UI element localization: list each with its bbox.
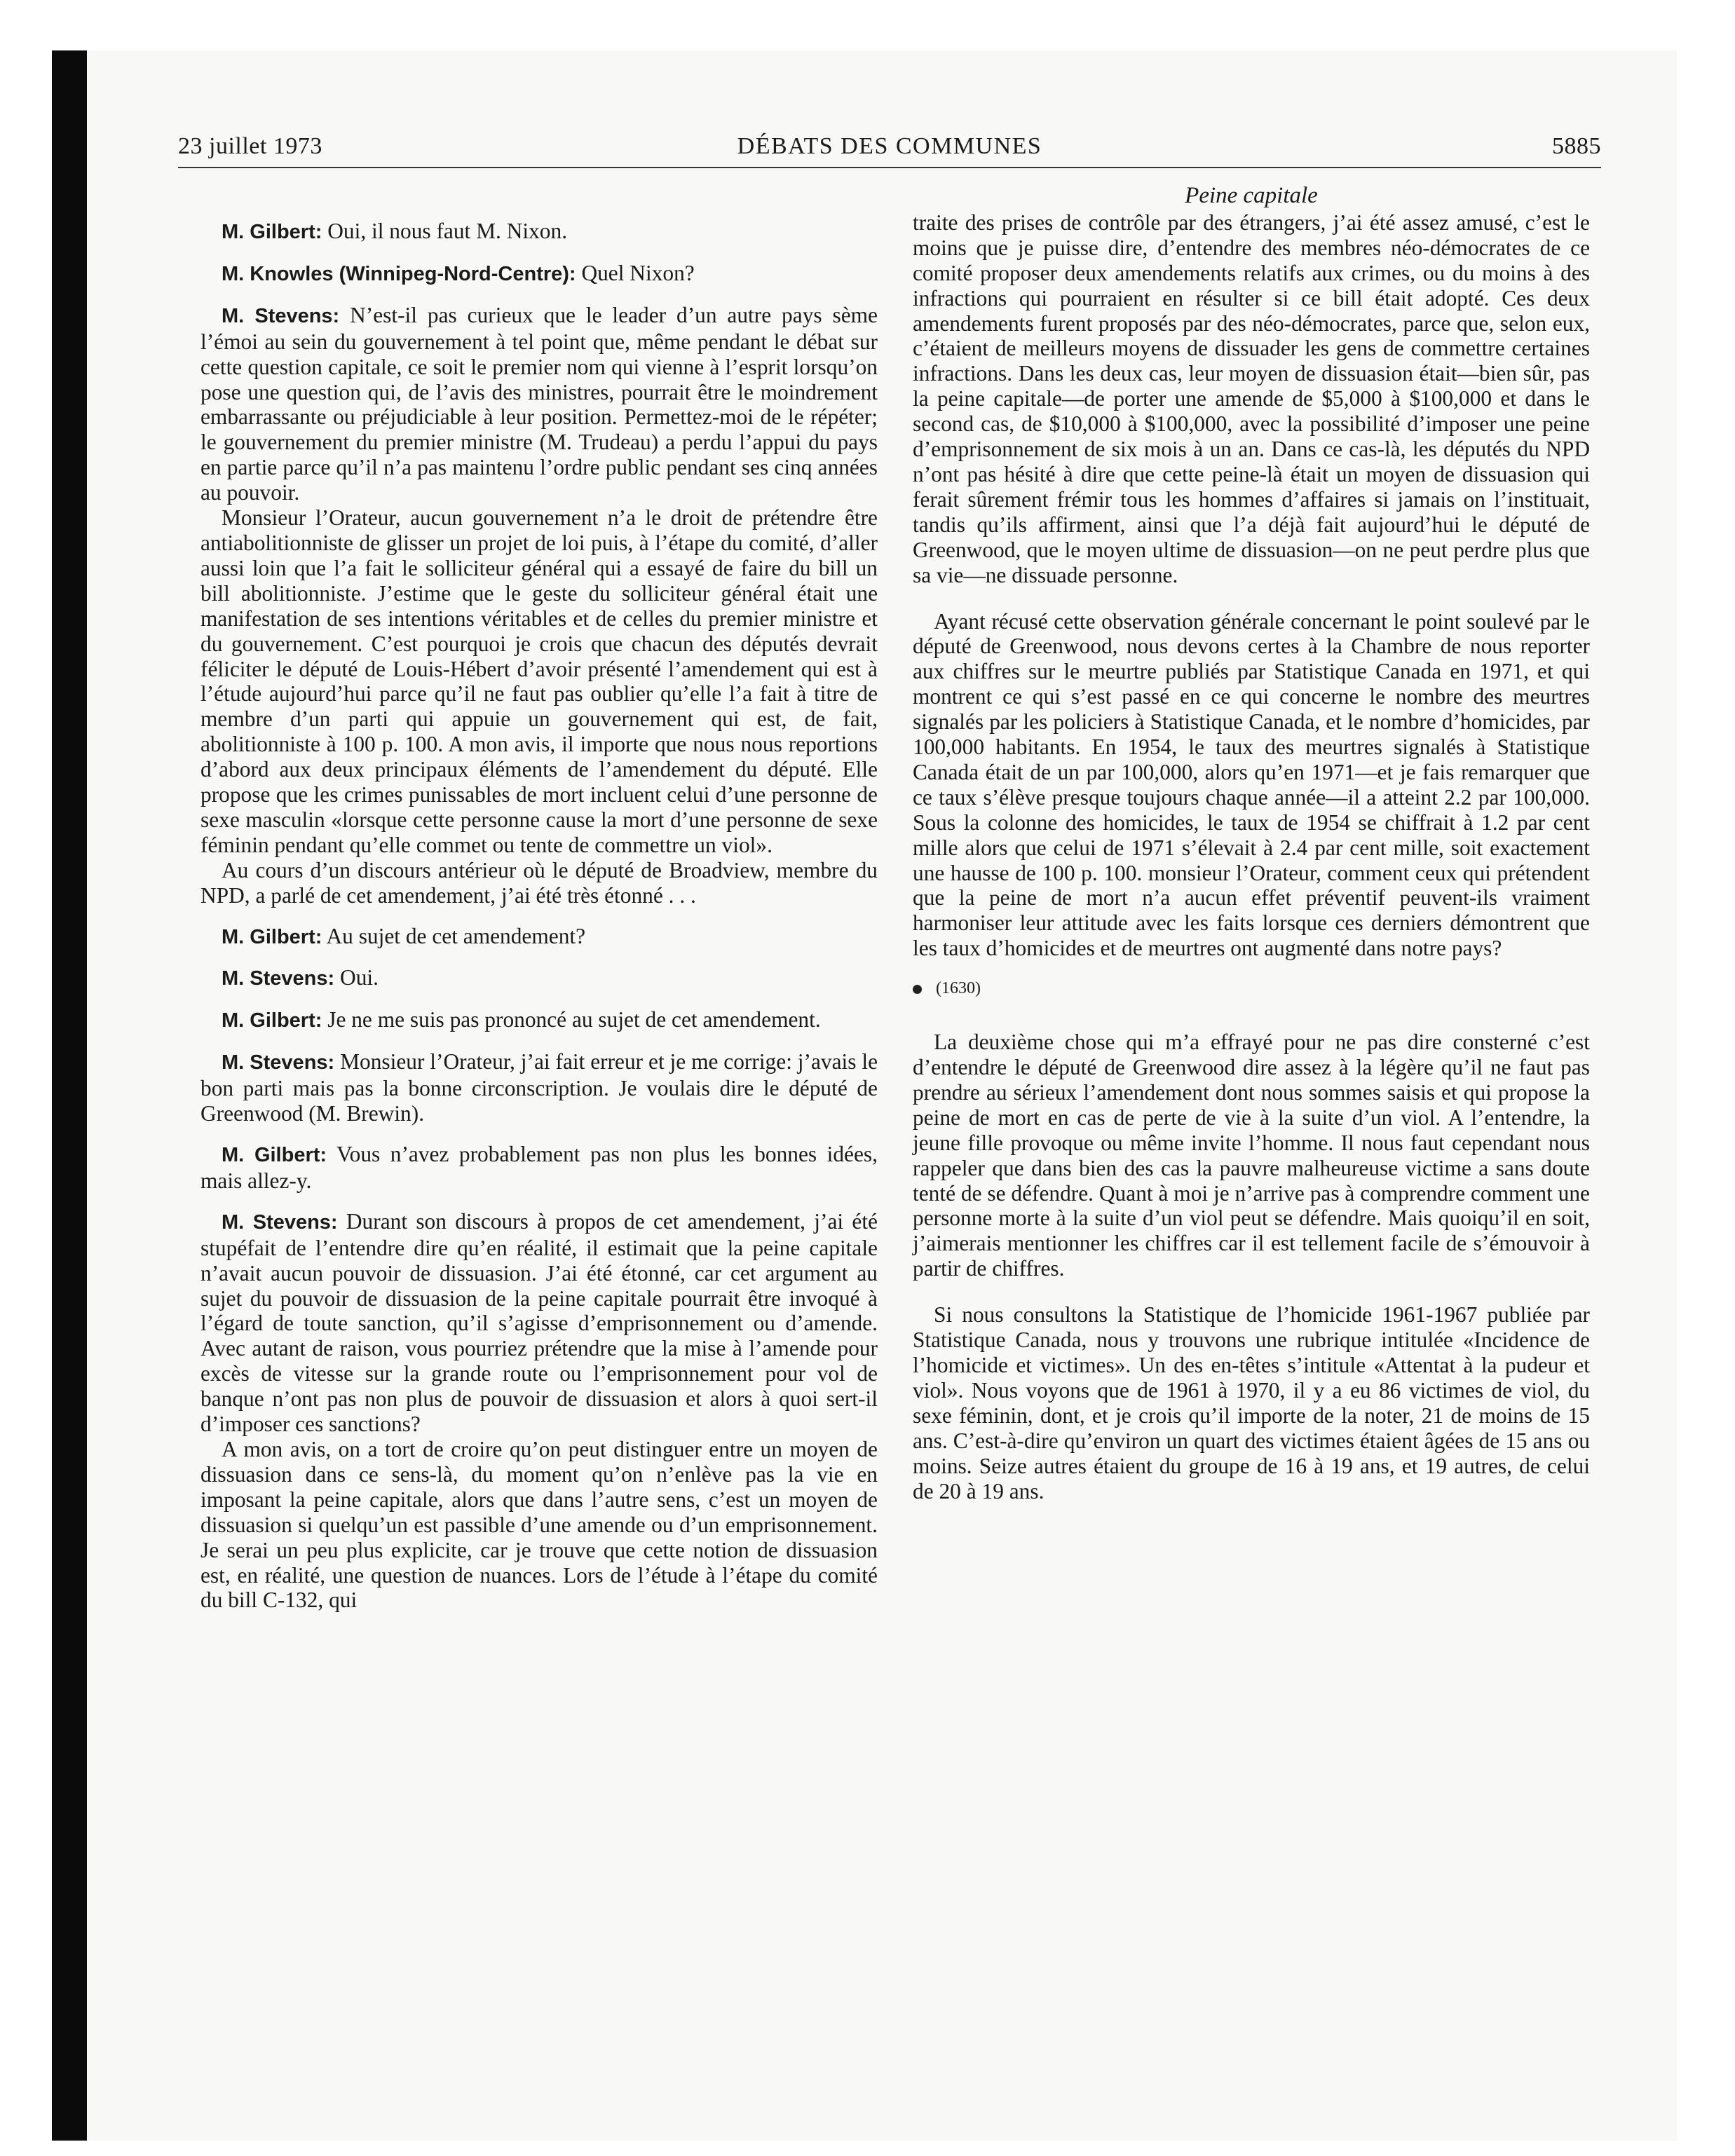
speaker-name: M. Gilbert:	[222, 1144, 327, 1166]
speech-text: Au cours d’un discours antérieur où le député de Broadview, membre du NPD, a parlé de cet amendement, j’ai été très étonné . . .	[200, 857, 878, 908]
speech-paragraph	[200, 219, 878, 245]
running-title: Peine capitale	[1185, 183, 1318, 208]
speaker-name: M. Stevens:	[222, 967, 335, 990]
speech-text: Oui, il nous faut M. Nixon.	[322, 219, 568, 243]
speech-text: Quel Nixon?	[576, 260, 695, 285]
left-column	[200, 219, 878, 1613]
speaker-name: M. Stevens:	[222, 1210, 338, 1234]
speech-paragraph	[200, 303, 878, 505]
speech-paragraph	[200, 1007, 878, 1034]
header-date: 23 juillet 1973	[178, 133, 322, 159]
header-rule	[178, 167, 1601, 168]
speaker-name: M. Gilbert:	[222, 925, 322, 948]
speech-paragraph	[200, 924, 878, 950]
speech-paragraph	[200, 1142, 878, 1194]
body-paragraph	[200, 505, 878, 858]
speech-text: Je ne me suis pas prononcé au sujet de cet amendement.	[322, 1007, 821, 1032]
speech-paragraph	[200, 1209, 878, 1437]
body-paragraph	[200, 1437, 878, 1613]
speech-text: Au sujet de cet amendement?	[322, 923, 586, 948]
speaker-name: M. Stevens:	[222, 1051, 335, 1074]
body-paragraph: La deuxième chose qui m’a effrayé pour ne pas dire consterné c’est d’entendre le député de Greenwood dire assez à la légère qu’il ne faut pas prendre au sérieux l’amendement dont nous sommes saisis et qui propose la peine de mort en cas de perte de vie à la suite d’un viol. A l’entendre, la jeune fille provoque ou même invite l’homme. Il nous faut cependant nous rappeler que dans bien des cas la pauvre malheureuse victime a sans doute tenté de se défendre. Quant à moi je n’arrive pas à comprendre comment une personne morte à la suite d’un viol peut se défendre. Mais quoiqu’il en soit, j’aimerais mentionner les chiffres car il est tellement facile de s’émouvoir à partir de chiffres.	[913, 1030, 1590, 1281]
header-publication: DÉBATS DES COMMUNES	[737, 133, 1042, 159]
speech-text: Durant son discours à propos de cet amendement, j’ai été stupéfait de l’entendre dire qu’en réalité, il estimait que la peine capitale n’avait aucun pouvoir de dissuasion. J’ai été étonné, car cet argument au sujet du pouvoir de dissuasion de la peine capitale pourrait être invoqué à l’égard de toute sanction, qu’il s’agisse d’emprisonnement ou d’amende. Avec autant de raison, vous pourriez prétendre que la mise à l’amende pour excès de vitesse sur la grande route ou l’emprisonnement pour vol de banque n’ont pas non plus de pouvoir de dissuasion et alors à quoi sert-il d’imposer ces sanctions?	[200, 1208, 878, 1437]
body-paragraph: Si nous consultons la Statistique de l’homicide 1961-1967 publiée par Statistique Canada, nous y trouvons une rubrique intitulée «Incidence de l’homicide et victimes». Un des en-têtes s’intitule «Attentat à la pudeur et viol». Nous voyons que de 1961 à 1970, il y a eu 86 victimes de viol, du sexe féminin, dont, et je crois qu’il importe de la noter, 21 de moins de 15 ans. C’est-à-dire qu’environ un quart des victimes étaient âgées de 15 ans ou moins. Seize autres étaient du groupe de 16 à 19 ans, et 19 autres, de celui de 20 à 19 ans.	[913, 1302, 1590, 1503]
speaker-name: M. Stevens:	[222, 304, 340, 327]
page-header	[178, 133, 1601, 165]
speech-text: Vous n’avez probablement pas non plus les bonnes idées, mais allez-y.	[200, 1142, 878, 1193]
speaker-name: M. Gilbert:	[222, 1009, 322, 1032]
body-paragraph: Ayant récusé cette observation générale concernant le point soulevé par le député de Greenwood, nous devons certes à la Chambre de nous reporter aux chiffres sur le meurtre publiés par Statistique Canada en 1971, et qui montrent ce qui s’est passé en ce qui concerne le nombre des meurtres signalés par les policiers à Statistique Canada, et le nombre d’homicides, par 100,000 habitants. En 1954, le taux des meurtres signalés à Statistique Canada était de un par 100,000, alors qu’en 1971—et je fais remarquer que ce taux s’élève presque toujours chaque année—il a atteint 2.2 par 100,000. Sous la colonne des homicides, le taux de 1954 se chiffrait à 1.2 par cent mille alors que celui de 1971 s’élevait à 2.4 par cent mille, soit exactement une hausse de 100 p. 100. monsieur l’Orateur, comment ceux qui prétendent que la peine de mort n’a aucun effet préventif peuvent-ils vraiment harmoniser leur attitude avec les faits lorsque ces derniers démontrent que les taux d’homicides et de meurtres ont augmenté dans notre pays?	[913, 608, 1590, 961]
speaker-name: M. Knowles (Winnipeg-Nord-Centre):	[222, 262, 576, 285]
header-page-number: 5885	[1552, 133, 1601, 159]
speech-paragraph	[200, 965, 878, 992]
bullet-icon	[913, 985, 922, 994]
body-paragraph	[200, 858, 878, 908]
speech-text: Oui.	[334, 965, 379, 990]
speech-text: N’est-il pas curieux que le leader d’un autre pays sème l’émoi au sein du gouvernement à tel point que, même pendant le débat sur cette question capitale, ce soit le premier nom qui vienne à l’esprit lorsqu’on pose une question qui, de l’avis des ministres, pourrait être le moindrement embarrassante ou préjudiciable à leur position. Permettez-moi de le répéter; le gouvernement du premier ministre (M. Trudeau) a perdu l’appui du pays en partie parce qu’il n’a pas maintenu l’ordre public pendant ses cinq années au pouvoir.	[200, 302, 878, 505]
body-paragraph: traite des prises de contrôle par des étrangers, j’ai été assez amusé, c’est le moins que je puisse dire, d’entendre des membres néo-démocrates de ce comité proposer deux amendements relatifs aux crimes, ou du moins à des infractions qui pourraient en résulter si ce bill était adopté. Ces deux amendements furent proposés par des néo-démocrates, parce que, selon eux, c’étaient de meilleurs moyens de dissuader les gens de commettre certaines infractions. Dans les deux cas, leur moyen de dissuasion était—bien sûr, pas la peine capitale—de porter une amende de $5,000 à $100,000 et dans le second cas, de $10,000 à $100,000, avec la possibilité d’imposer une peine d’emprisonnement de six mois à un an. Dans ce cas-là, les députés du NPD n’ont pas hésité à dire que cette peine-là était un moyen de dissuasion qui ferait sûrement frémir tous les hommes d’affaires si jamais on l’instituait, tandis qu’ils affirment, ainsi que l’a déjà fait aujourd’hui le député de Greenwood, que le moyen ultime de dissuasion—on ne peut perdre plus que sa vie—ne dissuade personne.	[913, 210, 1590, 587]
speech-text: Monsieur l’Orateur, j’ai fait erreur et je me corrige: j’avais le bon parti mais pas la bonne circonscription. Je voulais dire le député de Greenwood (M. Brewin).	[200, 1049, 878, 1126]
speaker-name: M. Gilbert:	[222, 221, 322, 243]
scan-edge-shadow	[52, 50, 87, 2141]
speech-text: Monsieur l’Orateur, aucun gouvernement n’a le droit de prétendre être antiabolitionniste de glisser un projet de loi puis, à l’étape du comité, d’aller aussi loin que l’a fait le solliciteur général qui a essayé de faire du bill un bill abolitionniste. J’estime que le geste du solliciteur général était une manifestation de ses intentions véritables et de celles du premier ministre et du gouvernement. C’est pourquoi je crois que chacun des députés devrait féliciter le député de Louis-Hébert d’avoir présenté l’amendement qui est à l’étude aujourd’hui parce qu’il ne faut pas oublier qu’elle l’a fait à titre de membre d’un parti qui appuie un gouvernement qui est, de fait, abolitionniste à 100 p. 100. A mon avis, il importe que nous nous reportions d’abord aux deux principaux éléments de l’amendement du député. Elle propose que les crimes punissables de mort incluent celui d’une personne de sexe masculin «lorsque cette personne cause la mort d’une personne de sexe féminin pendant qu’elle commet ou tente de commettre un viol».	[200, 505, 878, 857]
speech-text: A mon avis, on a tort de croire qu’on peut distinguer entre un moyen de dissuasion dans ce sens-là, du moment qu’on n’enlève pas la vie en imposant la peine capitale, alors que dans l’autre sens, c’est un moyen de dissuasion si quelqu’un est passible d’une amende ou d’un emprisonnement. Je serai un peu plus explicite, car je trouve que cette notion de dissuasion est, en réalité, une question de nuances. Lors de l’étude à l’étape du comité du bill C-132, qui	[200, 1436, 878, 1613]
right-column	[913, 184, 1590, 1503]
speech-paragraph	[200, 261, 878, 287]
speech-paragraph	[200, 1049, 878, 1126]
time-marker-label: (1630)	[936, 979, 981, 998]
time-marker	[913, 976, 1590, 1002]
